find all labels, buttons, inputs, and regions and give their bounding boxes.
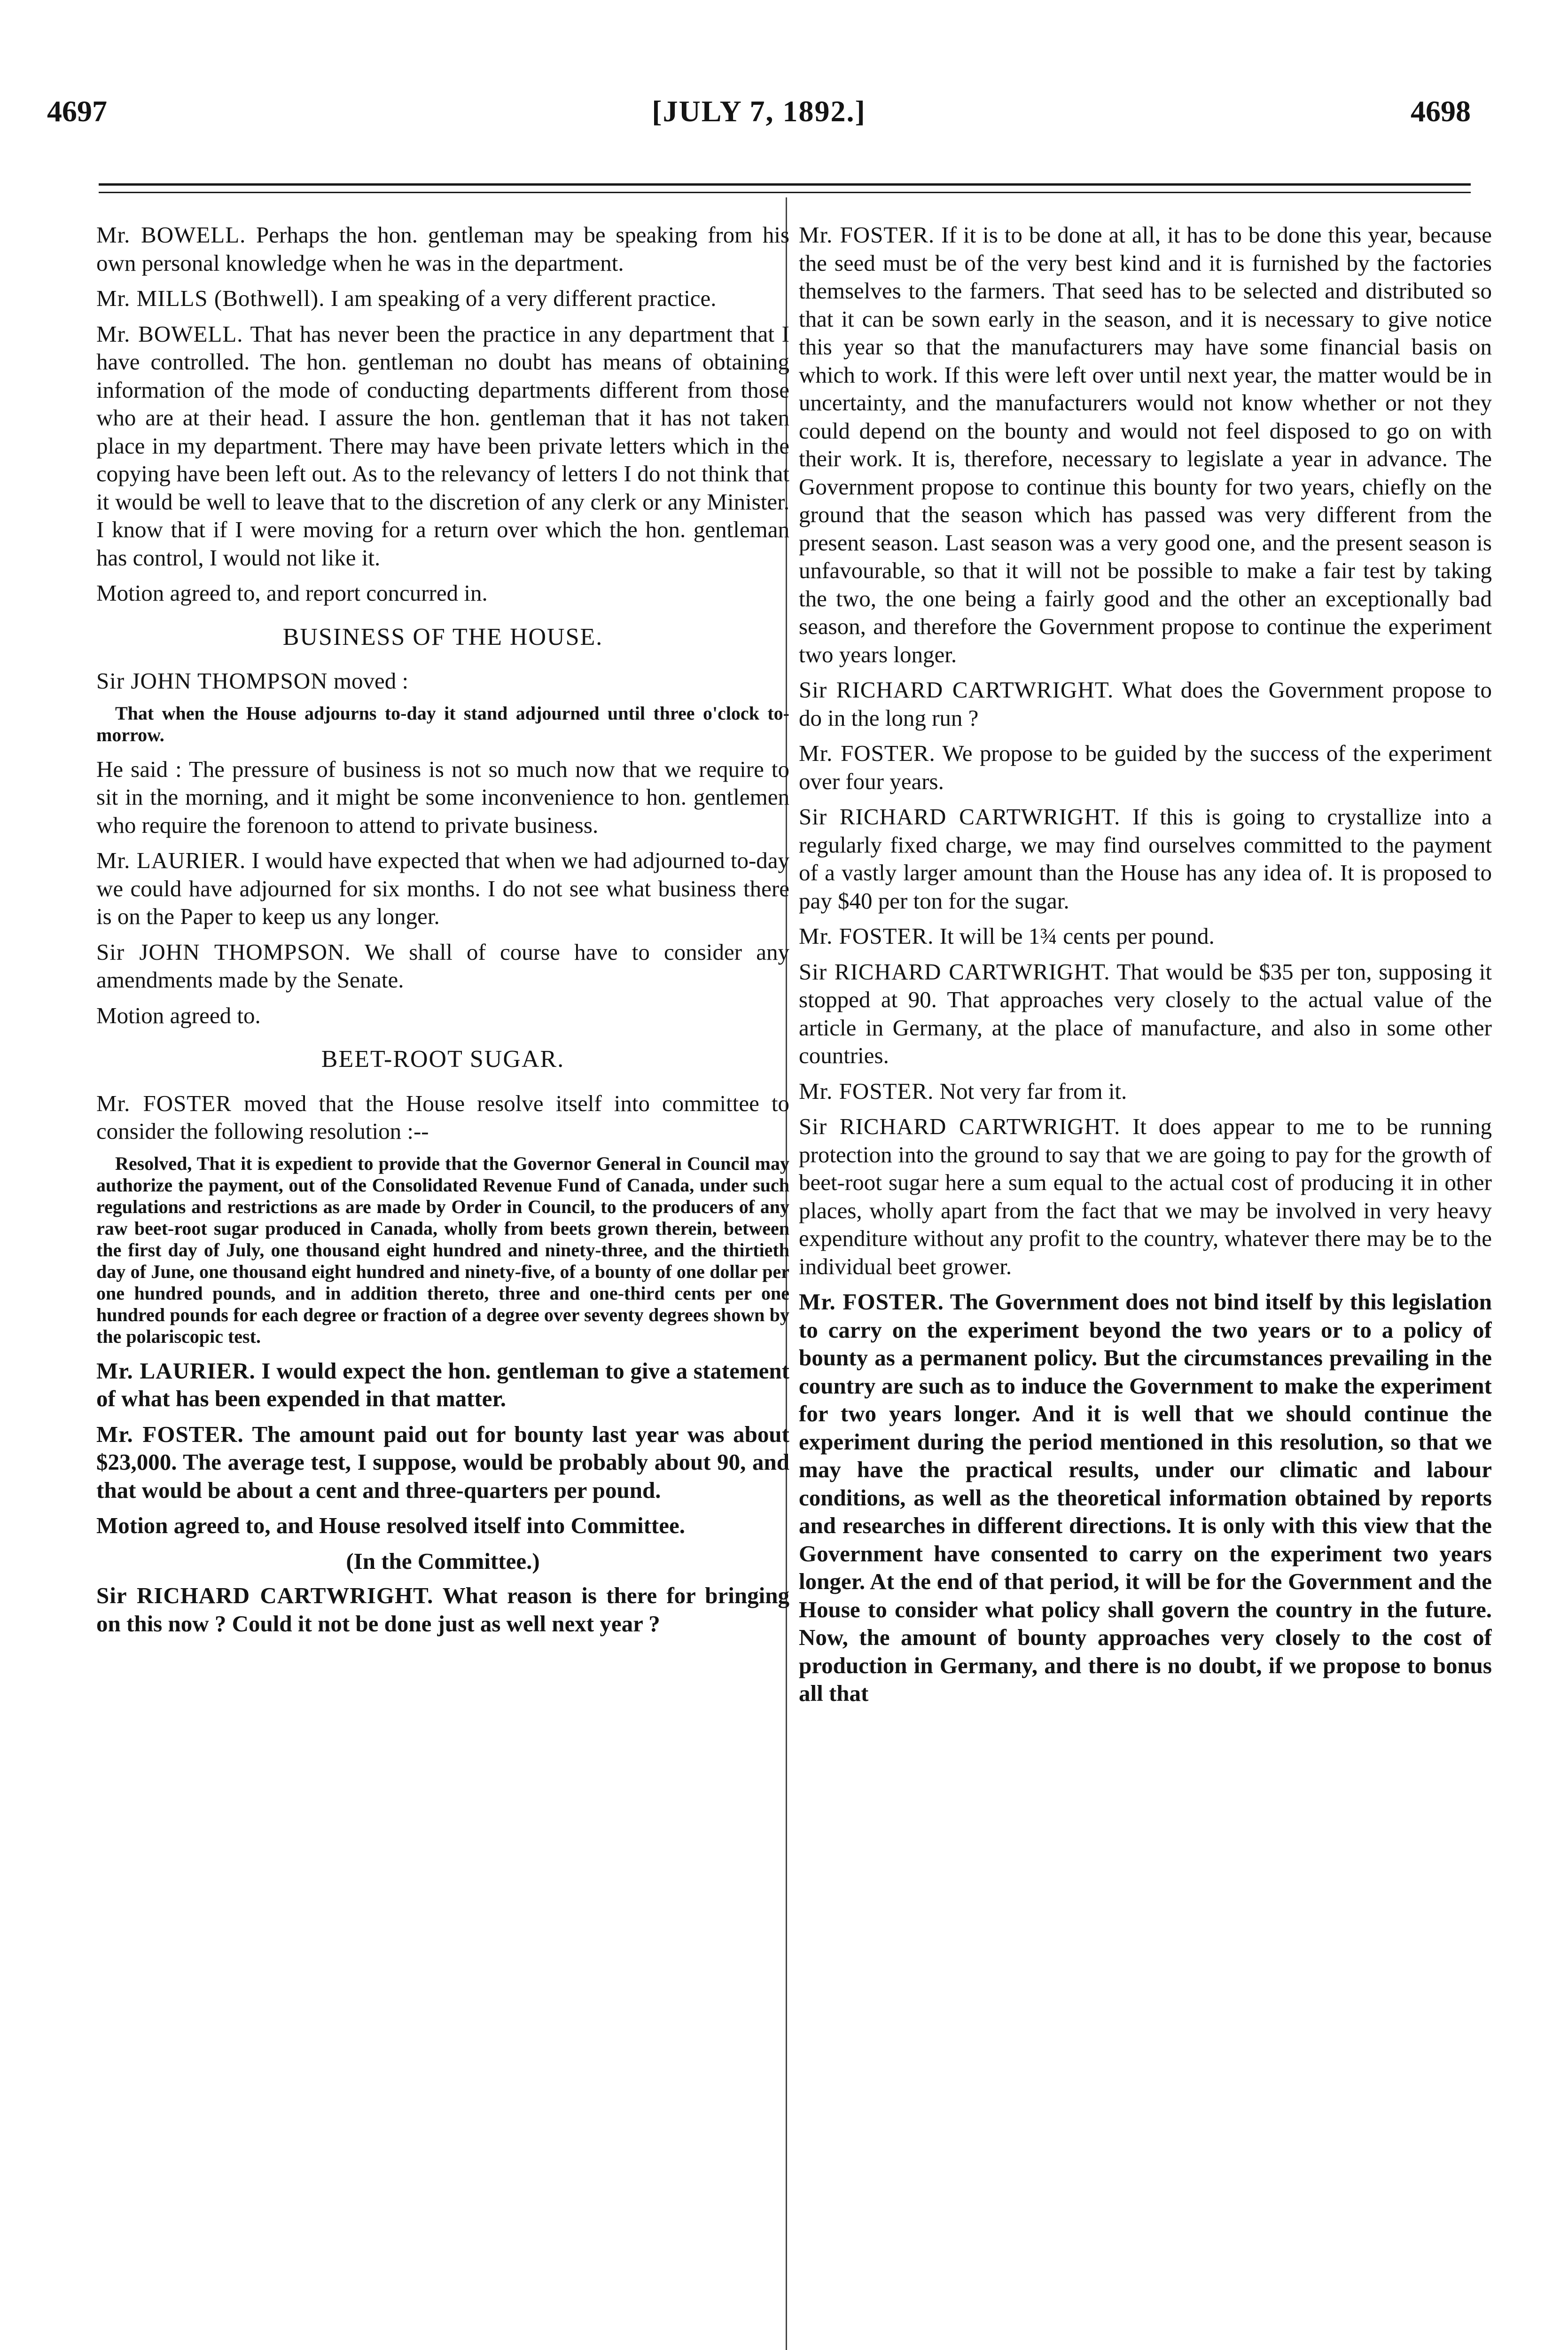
section-heading: BUSINESS OF THE HOUSE. — [282, 623, 603, 650]
speech-paragraph — [799, 1077, 1492, 1105]
left-column — [96, 221, 789, 2345]
speech-text: We shall of course have to consider any amendments made by the Senate. — [96, 939, 789, 993]
speaker-name: Sir JOHN THOMPSON — [96, 668, 328, 694]
speech-paragraph — [96, 320, 789, 572]
page-number-left: 4697 — [47, 94, 107, 128]
speaker-name: Sir RICHARD CARTWRIGHT. — [96, 1582, 434, 1608]
speech-text: Perhaps the hon. gentleman may be speaking from his own personal knowledge when he was in the department. — [96, 222, 789, 276]
speech-paragraph — [96, 579, 789, 607]
speech-paragraph — [96, 1357, 789, 1413]
speech-text: moved that the House resolve itself into committee to consider the following resolution :-- — [96, 1090, 789, 1144]
speech-paragraph — [799, 803, 1492, 915]
speech-paragraph — [96, 1002, 789, 1030]
speech-text: It does appear to me to be running protection into the ground to say that we are going to pay for the growth of beet-root sugar here a sum equal to the actual cost of producing it in other places, wholly apart from the fact that we may be involved in very heavy expenditure without any profit to the country, whatever there may be to the individual beet grower. — [799, 1113, 1492, 1279]
resolution-text: That when the House adjourns to-day it stand adjourned until three o'clock to-morrow. — [96, 702, 789, 745]
speech-paragraph — [96, 221, 789, 277]
header-rule-thin — [99, 192, 1471, 193]
speaker-name: Sir RICHARD CARTWRIGHT. — [799, 677, 1114, 703]
speaker-name: Mr. FOSTER — [96, 1090, 232, 1116]
speaker-name: Mr. FOSTER. — [799, 740, 936, 766]
speech-text: What reason is there for bringing on this now ? Could it not be done just as well next year ? — [96, 1582, 789, 1637]
speaker-name: Mr. FOSTER. — [799, 1289, 944, 1315]
speaker-name: Mr. FOSTER. — [96, 1421, 244, 1447]
speech-text: Motion agreed to, and report concurred in. — [96, 580, 488, 606]
committee-note: (In the Committee.) — [346, 1548, 540, 1574]
speaker-name: Sir RICHARD CARTWRIGHT. — [799, 1113, 1121, 1139]
speech-text: moved : — [333, 668, 409, 694]
page-number-right: 4698 — [1411, 94, 1471, 128]
speech-text: If it is to be done at all, it has to be done this year, because the seed must be of the very best kind and it is furnished by the factories themselves to the farmers. That seed has to be selected and distributed so that it can be sown early in the season, and it is necessary to give notice this year so that the manufacturers may have some financial basis on which to work. If this were left over until next year, the matter would be in uncertainty, and the manufacturers would not know whether or not they could depend on the bounty and would not feel disposed to go on with their work. It is, therefore, necessary to legislate a year in advance. The Government propose to continue this bounty for two years, chiefly on the ground that the season which has passed was very different from the present season. Last season was a very good one, and the present season is unfavourable, so that it will not be possible to make a fair test by taking the two, the one being a fairly good and the other an exceptionally bad season, and therefore the Government propose to continue the experiment two years longer. — [799, 222, 1492, 667]
speaker-name: Sir RICHARD CARTWRIGHT. — [799, 958, 1110, 985]
right-column — [799, 221, 1492, 2345]
resolution-text: Resolved, That it is expedient to provide that the Governor General in Council may authorize the payment, out of the Consolidated Revenue Fund of Canada, under such regulations and restrictions as are made by Order in Council, to the producers of any raw beet-root sugar produced in Canada, wholly from beets grown therein, between the first day of July, one thousand eight hundred and ninety-three, and the thirtieth day of June, one thousand eight hundred and ninety-five, of a bounty of one dollar per one hundred pounds, and in addition thereto, three and one-third cents per one hundred pounds for each degree or fraction of a degree over seventy degrees shown by the polariscopic test. — [96, 1152, 789, 1347]
speech-paragraph — [799, 1288, 1492, 1708]
speech-text: If this is going to crystallize into a regularly fixed charge, we may find ourselves committed to the payment of a vastly larger amount than the House has any idea of. It is proposed to pay $40 per ton for the sugar. — [799, 804, 1492, 914]
speech-paragraph — [799, 922, 1492, 950]
header-date: [JULY 7, 1892.] — [652, 94, 866, 128]
speech-paragraph — [799, 221, 1492, 668]
speech-text: He said : The pressure of business is not so much now that we require to sit in the morning, and it might be some inconvenience to hon. gentlemen who require the forenoon to attend to private business. — [96, 756, 789, 838]
speech-text: I am speaking of a very different practice. — [330, 285, 717, 311]
section-heading: BEET-ROOT SUGAR. — [321, 1046, 565, 1073]
page-header — [47, 70, 1471, 141]
speech-paragraph — [799, 676, 1492, 732]
speech-text: I would have expected that when we had adjourned to-day we could have adjourned for six months. I do not see what business there is on the Paper to keep us any longer. — [96, 847, 789, 929]
speech-paragraph — [799, 958, 1492, 1070]
speech-text: That has never been the practice in any department that I have controlled. The hon. gentleman no doubt has means of obtaining information of the mode of conducting departments different from those who are at their head. I assure the hon. gentleman that it has not taken place in my department. There may have been private letters which in the copying have been left out. As to the relevancy of letters I do not think that it would be well to leave that to the discretion of any clerk or any Minister. I know that if I were moving for a return over which the hon. gentleman has control, I would not like it. — [96, 321, 789, 571]
speech-text: Motion agreed to, and House resolved itself into Committee. — [96, 1512, 685, 1538]
speech-text: I would expect the hon. gentleman to give a statement of what has been expended in that matter. — [96, 1357, 789, 1411]
speech-text: We propose to be guided by the success of the experiment over four years. — [799, 740, 1492, 794]
speaker-name: Mr. MILLS (Bothwell). — [96, 285, 325, 311]
speaker-name: Mr. BOWELL. — [96, 222, 246, 248]
speaker-name: Mr. FOSTER. — [799, 923, 934, 949]
speech-text: The Government does not bind itself by this legislation to carry on the experiment beyond the two years or to a policy of bounty as a permanent policy. But the circumstances prevailing in the country are such as to induce the Government to make the experiment for two years longer. And it is well that we should continue the experiment during the period mentioned in this resolution, so that we may have the practical results, under our climatic and labour conditions, as well as the theoretical information obtained by reports and researches in different directions. It is only with this view that the Government have consented to carry on the experiment two years longer. At the end of that period, it will be for the Government and the House to consider what policy shall govern the country in the future. Now, the amount of bounty approaches very closely to the cost of production in Germany, and there is no doubt, if we propose to bonus all that — [799, 1289, 1492, 1706]
speech-paragraph — [799, 739, 1492, 795]
speaker-name: Mr. LAURIER. — [96, 847, 246, 873]
speech-text: That would be $35 per ton, supposing it stopped at 90. That approaches very closely to the actual value of the article in Germany, at the place of manufacture, and also in some other countries. — [799, 958, 1492, 1068]
speaker-name: Mr. FOSTER. — [799, 222, 935, 248]
speech-text: What does the Government propose to do in the long run ? — [799, 677, 1492, 731]
speech-paragraph — [799, 1112, 1492, 1280]
speech-text: The amount paid out for bounty last year was about $23,000. The average test, I suppose, would be probably about 90, and that would be about a cent and three-quarters per pound. — [96, 1421, 789, 1503]
speech-paragraph — [96, 1420, 789, 1504]
speech-paragraph — [96, 938, 789, 994]
header-rule — [99, 183, 1471, 186]
speech-paragraph — [96, 846, 789, 931]
speaker-name: Mr. FOSTER. — [799, 1078, 934, 1104]
speaker-name: Sir RICHARD CARTWRIGHT. — [799, 804, 1121, 830]
speech-paragraph — [96, 755, 789, 839]
speech-paragraph — [96, 1582, 789, 1637]
speaker-name: Mr. LAURIER. — [96, 1357, 256, 1384]
speech-paragraph — [96, 1512, 789, 1540]
speaker-name: Sir JOHN THOMPSON. — [96, 939, 351, 965]
speaker-name: Mr. BOWELL. — [96, 321, 243, 347]
speech-paragraph — [96, 1089, 789, 1145]
speech-paragraph — [96, 667, 789, 695]
speech-text: It will be 1¾ cents per pound. — [939, 923, 1215, 949]
speech-paragraph — [96, 284, 789, 313]
speech-text: Not very far from it. — [939, 1078, 1127, 1104]
speech-text: Motion agreed to. — [96, 1002, 261, 1028]
